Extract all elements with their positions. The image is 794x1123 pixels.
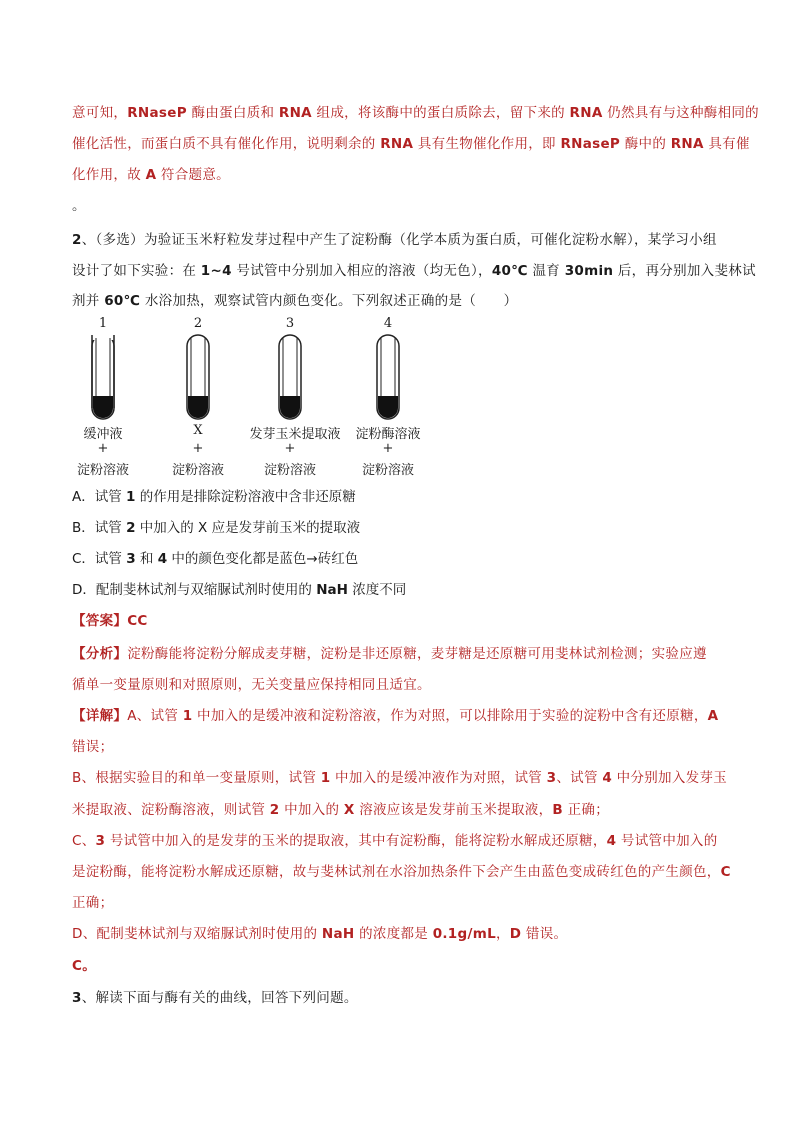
detail-c-line-2: 是淀粉酶，能将淀粉水解成还原糖，故与斐林试剂在水浴加热条件下会产生由蓝色变成砖红色的产生颜色，C bbox=[72, 864, 731, 880]
option-c: C．试管 3 和 4 中的颜色变化都是蓝色→砖红色 bbox=[72, 551, 359, 567]
tube-4-plus: + bbox=[382, 441, 394, 456]
tube-2-label-top: X bbox=[193, 423, 203, 438]
tube-2-icon bbox=[187, 335, 209, 419]
analysis-label: 【分析】 bbox=[72, 646, 128, 662]
q3-stem: 3、解读下面与酶有关的曲线，回答下列问题。 bbox=[72, 990, 358, 1006]
tube-3-number: 3 bbox=[285, 316, 295, 331]
option-a: A．试管 1 的作用是排除淀粉溶液中含非还原糖 bbox=[72, 489, 356, 505]
analysis-line-2: 循单一变量原则和对照原则，无关变量应保持相同且适宜。 bbox=[72, 677, 431, 693]
tube-4-label-top: 淀粉酶溶液 bbox=[355, 427, 421, 442]
detail-b-line-2: 米提取液、淀粉酶溶液，则试管 2 中加入的 X 溶液应该是发芽前玉米提取液，B 正确； bbox=[72, 802, 609, 818]
tube-3-plus: + bbox=[284, 441, 296, 456]
option-d: D．配制斐林试剂与双缩脲试剂时使用的 NaH 浓度不同 bbox=[72, 582, 407, 598]
tube-2-number: 2 bbox=[193, 316, 203, 331]
test-tube-figure bbox=[60, 316, 460, 478]
tube-1-number: 1 bbox=[98, 316, 108, 331]
tube-4-icon bbox=[377, 335, 399, 419]
q2-stem-line-1: 2、（多选）为验证玉米籽粒发芽过程中产生了淀粉酶（化学本质为蛋白质，可催化淀粉水解），某学习小组 bbox=[72, 232, 717, 248]
detail-d-line-1: D、配制斐林试剂与双缩脲试剂时使用的 NaH 的浓度都是 0.1g/mL，D 错误。 bbox=[72, 926, 568, 942]
tube-3-label-top: 发芽玉米提取液 bbox=[249, 427, 341, 442]
tube-1-icon bbox=[92, 334, 114, 419]
tube-1-plus: + bbox=[97, 441, 109, 456]
detail-c-line-3: 正确； bbox=[72, 895, 114, 911]
q2-stem-line-2: 设计了如下实验：在 1~4 号试管中分别加入相应的溶液（均无色），40℃ 温育 30min 后，再分别加入斐林试 bbox=[72, 263, 756, 279]
prev-explanation-line-1: 意可知，RNaseP 酶由蛋白质和 RNA 组成，将该酶中的蛋白质除去，留下来的 RNA 仍然具有与这种酶相同的 bbox=[72, 105, 759, 121]
answer-label: 【答案】 bbox=[72, 613, 128, 629]
detail-a-line-2: 错误； bbox=[72, 739, 114, 755]
tube-3-icon bbox=[279, 335, 301, 419]
detail-a-line-1: 【详解】A、试管 1 中加入的是缓冲液和淀粉溶液，作为对照，可以排除用于实验的淀粉中含有还原糖，A bbox=[72, 708, 719, 724]
analysis-line-1: 【分析】淀粉酶能将淀粉分解成麦芽糖，淀粉是非还原糖，麦芽糖是还原糖可用斐林试剂检测；实验应遵 bbox=[72, 646, 707, 662]
tube-1-label-top: 缓冲液 bbox=[83, 427, 123, 442]
tube-1-label-bottom: 淀粉溶液 bbox=[76, 463, 129, 478]
prev-end-mark: 。 bbox=[72, 198, 86, 214]
prev-explanation-line-2: 催化活性，而蛋白质不具有催化作用，说明剩余的 RNA 具有生物催化作用，即 RNaseP 酶中的 RNA 具有催 bbox=[72, 136, 750, 152]
detail-label: 【详解】 bbox=[72, 708, 128, 724]
tube-4-number: 4 bbox=[383, 316, 393, 331]
prev-explanation-line-3: 化作用，故 A 符合题意。 bbox=[72, 167, 230, 183]
q2-stem-line-3: 剂并 60℃ 水浴加热，观察试管内颜色变化。下列叙述正确的是（ ） bbox=[72, 293, 518, 309]
detail-c-line-1: C、3 号试管中加入的是发芽的玉米的提取液，其中有淀粉酶，能将淀粉水解成还原糖，4 号试管中加入的 bbox=[72, 833, 718, 849]
tube-2-plus: + bbox=[192, 441, 204, 456]
detail-end: C。 bbox=[72, 958, 97, 974]
tube-2-label-bottom: 淀粉溶液 bbox=[171, 463, 224, 478]
answer-value: CC bbox=[127, 613, 148, 629]
tube-4-label-bottom: 淀粉溶液 bbox=[361, 463, 414, 478]
option-b: B．试管 2 中加入的 X 应是发芽前玉米的提取液 bbox=[72, 520, 361, 536]
tube-3-label-bottom: 淀粉溶液 bbox=[263, 463, 316, 478]
answer-line bbox=[72, 611, 148, 631]
detail-b-line-1: B、根据实验目的和单一变量原则，试管 1 中加入的是缓冲液作为对照，试管 3、试管 4 中分别加入发芽玉 bbox=[72, 770, 728, 786]
